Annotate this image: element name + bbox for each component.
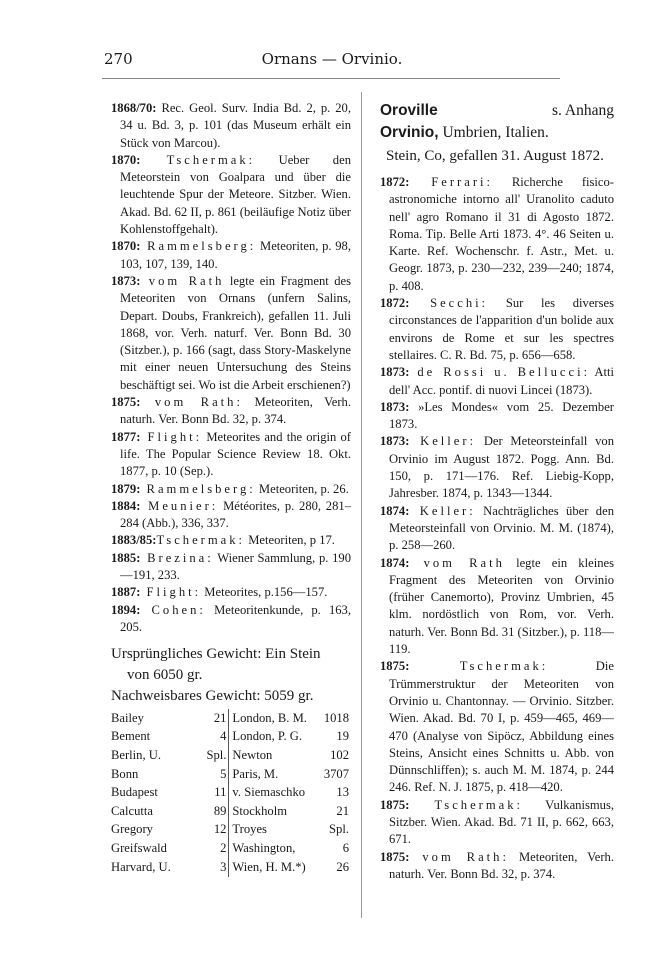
collection-amount: 12 (213, 822, 227, 837)
entry-author: vom Rath: (140, 395, 243, 410)
entry-year: 1870: (111, 152, 141, 167)
entry-author: Tschermak: (140, 152, 256, 167)
entry-text: Météorites, p. 280, 281–284 (Abb.), 336, 337. (120, 498, 351, 531)
header-rule (102, 78, 560, 79)
collection-amount: 6 (342, 841, 349, 855)
entry-author: Meunier: (140, 498, 219, 513)
collection-place: Budapest (111, 785, 158, 800)
right-bibliography (380, 174, 614, 883)
collection-amount: 21 (213, 710, 227, 725)
collection-place: London, P. G. (229, 728, 318, 747)
entry-year: 1894: (111, 602, 141, 617)
bibliography-entry (111, 152, 351, 238)
entry-text: Meteoritenkunde, p. 163, 205. (120, 602, 352, 634)
collection-amount: 89 (213, 803, 227, 818)
collection-amount: 26 (336, 859, 349, 874)
verifiable-weight-value: 5059 gr. (264, 688, 314, 705)
bibliography-entry (111, 532, 351, 549)
entry-text: Der Meteorsteinfall von Orvinio im August 1872. Pogg. Ann. Bd. 150, p. 171—176. Ref. Liebig-Kopp, Jahresber. 1874, p. 1343—1344. (389, 434, 614, 501)
collection-amount: Spl. (206, 748, 227, 763)
bibliography-entry (111, 273, 351, 394)
entry-text: Nachträgliches über den Meteorsteinfall von Orvinio. M. M. (1874), p. 258—260. (389, 503, 614, 553)
oroville-name: Oroville (380, 102, 438, 119)
bibliography-entry (380, 399, 614, 434)
original-weight (111, 644, 351, 686)
entry-author: Flight: (140, 429, 203, 444)
original-weight-value-cont: von 6050 gr. (127, 667, 203, 684)
collection-amount: 19 (336, 729, 349, 744)
entry-year: 1884: (111, 498, 141, 513)
collection-place: Troyes (229, 821, 318, 840)
entry-author: Tschermak: (409, 797, 524, 812)
entry-author: Ferrari: (409, 175, 494, 189)
orvinio-heading (380, 122, 614, 144)
entry-year: 1887: (111, 585, 141, 600)
entry-year: 1870: (111, 239, 141, 254)
entry-text: Atti dell' Acc. pontif. di nuovi Lincei (1873). (389, 365, 615, 397)
bibliography-entry (111, 481, 351, 498)
entry-author: Keller: (409, 434, 477, 449)
collection-place: Greifswald (111, 841, 167, 855)
left-bibliography (111, 100, 351, 636)
entry-year: 1872: (380, 175, 410, 189)
entry-author: Flight: (140, 585, 202, 600)
entry-author: Cohen: (140, 602, 206, 617)
collection-place: Stockholm (229, 802, 318, 821)
entry-year: 1879: (111, 481, 141, 496)
entry-year: 1875: (380, 659, 410, 674)
bibliography-entry (111, 550, 351, 585)
entry-text: Meteoriten, p. 98, 103, 107, 139, 140. (120, 239, 351, 271)
bibliography-entry (380, 658, 614, 796)
bibliography-entry (380, 797, 614, 849)
bibliography-entry (380, 364, 614, 399)
oroville-heading (380, 100, 614, 122)
bibliography-entry (380, 849, 614, 884)
entry-year: 1883/85: (111, 533, 157, 548)
collection-row (111, 802, 351, 821)
entry-text: Sur les diverses circonstances de l'apparition d'un bolide aux environs de Rome et sur les spectres stellaires. C. R. Bd. 75, p. 656—658. (389, 296, 614, 362)
page-header (104, 50, 560, 72)
entry-year: 1872: (380, 296, 410, 311)
entry-year: 1874: (380, 503, 410, 518)
collection-amount: 13 (336, 785, 349, 800)
entry-text: Meteoriten, Verh. naturh. Ver. Bonn Bd. 32, p. 374. (120, 395, 351, 427)
collection-row (111, 746, 351, 765)
bibliography-entry (111, 429, 351, 481)
entry-text: Meteoriten, Verh. naturh. Ver. Bonn Bd. 32, p. 374. (389, 849, 614, 881)
entry-author: Secchi: (409, 296, 489, 311)
bibliography-entry (111, 498, 351, 533)
collection-place: Washington, (229, 839, 318, 858)
entry-author: Rammelsberg: (140, 239, 257, 254)
entry-author: vom Rath (409, 555, 505, 570)
entry-text: Rec. Geol. Surv. India Bd. 2, p. 20, 34 u. Bd. 3, p. 101 (das Museum erhält ein Stück von Marcou). (120, 101, 351, 150)
collection-amount: 3707 (323, 766, 349, 781)
bibliography-entry (380, 433, 614, 502)
entry-year: 1873: (380, 434, 410, 449)
entry-text: »Les Mondes« vom 25. Dezember 1873. (389, 399, 614, 432)
entry-text: Vulkanismus, Sitzber. Wien. Akad. Bd. 71 II, p. 662, 663, 671. (389, 797, 614, 847)
left-column (111, 100, 351, 877)
original-weight-value: Ein Stein (265, 646, 321, 663)
collection-place: Bailey (111, 710, 144, 725)
entry-year: 1874: (380, 555, 410, 570)
entry-text: Meteoriten, p. 26. (255, 481, 349, 496)
collection-amount: 4 (220, 729, 227, 744)
collection-amount: 11 (214, 785, 227, 800)
entry-text: legte ein Fragment des Meteoriten von Ornans (unfern Salins, Depart. Doubs, Frankreich), gefallen 11. Juli 1868, vor. Verh. naturf. Ver. Bonn Bd. 30 (Sitzber.), p. 166 (sagt, dass Story-Maskelyne mit einer neuen Untersuchung des Steins beschäftigt sei. Wo ist die Arbeit erschienen?) (120, 273, 351, 392)
collection-place: Bement (111, 729, 151, 744)
entry-author: Keller: (409, 503, 476, 518)
collection-place: Bonn (111, 766, 139, 781)
collection-amount: Spl. (329, 822, 349, 837)
entry-text: Meteorites and the origin of life. The Popular Science Review 18. Okt. 1877, p. 10 (Sep.). (120, 429, 351, 479)
collection-place: Gregory (111, 822, 153, 837)
running-title: Ornans — Orvinio. (261, 50, 403, 68)
entry-author: Tschermak: (156, 533, 246, 548)
bibliography-entry (111, 394, 351, 429)
collection-place: London, B. M. (229, 709, 318, 728)
bibliography-entry (380, 555, 614, 659)
collection-amount: 5 (220, 766, 227, 781)
collection-place: Paris, M. (229, 765, 318, 784)
entry-text: Meteorites, p.156—157. (201, 585, 328, 600)
page-number: 270 (104, 50, 133, 68)
entry-author: Tschermak: (409, 659, 549, 674)
entry-author: Brezina: (140, 550, 214, 565)
bibliography-entry (111, 602, 351, 637)
entry-year: 1868/70: (111, 101, 157, 115)
collection-amount: 3 (220, 859, 227, 874)
collection-place: v. Siemaschko (229, 784, 318, 803)
entry-author: vom Rath (140, 273, 225, 288)
oroville-reference: s. Anhang (552, 102, 614, 119)
entry-text: Meteoriten, p 17. (245, 533, 335, 548)
collections-table (111, 709, 351, 876)
entry-year: 1877: (111, 429, 141, 444)
entry-text: Wiener Sammlung, p. 190—191, 233. (120, 550, 351, 583)
collection-row (111, 858, 351, 877)
orvinio-name: Orvinio, (380, 124, 439, 141)
entry-year: 1885: (111, 550, 141, 565)
entry-year: 1873: (380, 399, 410, 414)
collection-place: Newton (229, 746, 318, 765)
entry-author: de Rossi u. Bellucci: (409, 365, 591, 380)
bibliography-entry (111, 238, 351, 273)
collection-row (111, 709, 351, 728)
entry-author: vom Rath: (409, 849, 509, 864)
entry-year: 1875: (111, 395, 141, 410)
collection-row (111, 765, 351, 784)
entry-text: legte ein kleines Fragment des Meteoriten von Orvinio (früher Canemorto), Provinz Umbrien, 45 klm. nordöstlich von Rom, vor. Verh. naturh. Ver. Bonn Bd. 31 (Sitzber.), p. 118—119. (389, 555, 614, 657)
entry-year: 1875: (380, 797, 410, 812)
entry-year: 1875: (380, 849, 410, 864)
verifiable-weight (111, 686, 351, 707)
bibliography-entry (380, 503, 614, 555)
entry-year: 1873: (380, 365, 410, 380)
orvinio-location: Umbrien, Italien. (438, 124, 549, 141)
collection-place: Harvard, U. (111, 859, 171, 874)
bibliography-entry (111, 100, 351, 152)
collection-amount: 21 (336, 803, 349, 818)
entry-text: Richerche fisico-astronomiche intorno all' Uranolito caduto nell' agro Romano il 31 di Agosto 1872. Roma. Tip. Belle Arti 1873. 4°. 46 Seiten u. Karte. Ref. Wochenschr. f. Astr., Met. u. Geogr. 1873, p. 230—232, 239—240; 1874, p. 408. (389, 175, 614, 293)
bibliography-entry (380, 174, 614, 295)
collection-place: Berlin, U. (111, 748, 162, 763)
original-weight-label: Ursprüngliches Gewicht: (111, 646, 262, 663)
column-divider (361, 92, 362, 918)
collection-place: Calcutta (111, 803, 153, 818)
entry-text: Die Trümmerstruktur der Meteoriten von Orvinio u. Chantonnay. — Orvinio. Sitzber. Wien. Akad. Bd. 70 I, p. 459—465, 469—470 (Analyse von Sipöcz, Abbildung eines Steins, Ansicht eines Schnitts u. Abb. von Dünnschliffen); s. auch M. M. 1874, p. 244 246. Ref. N. J. 1875, p. 418—420. (389, 659, 614, 795)
collection-row (111, 821, 351, 840)
fall-info: Stein, Co, gefallen 31. August 1872. (386, 148, 604, 164)
entry-year: 1873: (111, 273, 141, 288)
entry-author: Rammelsberg: (140, 481, 256, 496)
collection-row (111, 839, 351, 858)
collection-amount: 2 (220, 841, 227, 855)
bibliography-entry (111, 584, 351, 601)
bibliography-entry (380, 295, 614, 364)
collection-place: Wien, H. M.*) (229, 858, 318, 877)
collection-amount: 1018 (323, 710, 349, 725)
collection-row (111, 784, 351, 803)
entry-text: Ueber den Meteorstein von Goalpara und über die leuchtende Spur der Meteore. Sitzber. Wien. Akad. Bd. 62 II, p. 861 (beiläufige Notiz über Kohlenstoffgehalt). (120, 152, 351, 237)
collection-row (111, 728, 351, 747)
verifiable-weight-label: Nachweisbares Gewicht: (111, 688, 261, 705)
right-column (380, 100, 614, 883)
collection-amount: 102 (330, 748, 349, 763)
